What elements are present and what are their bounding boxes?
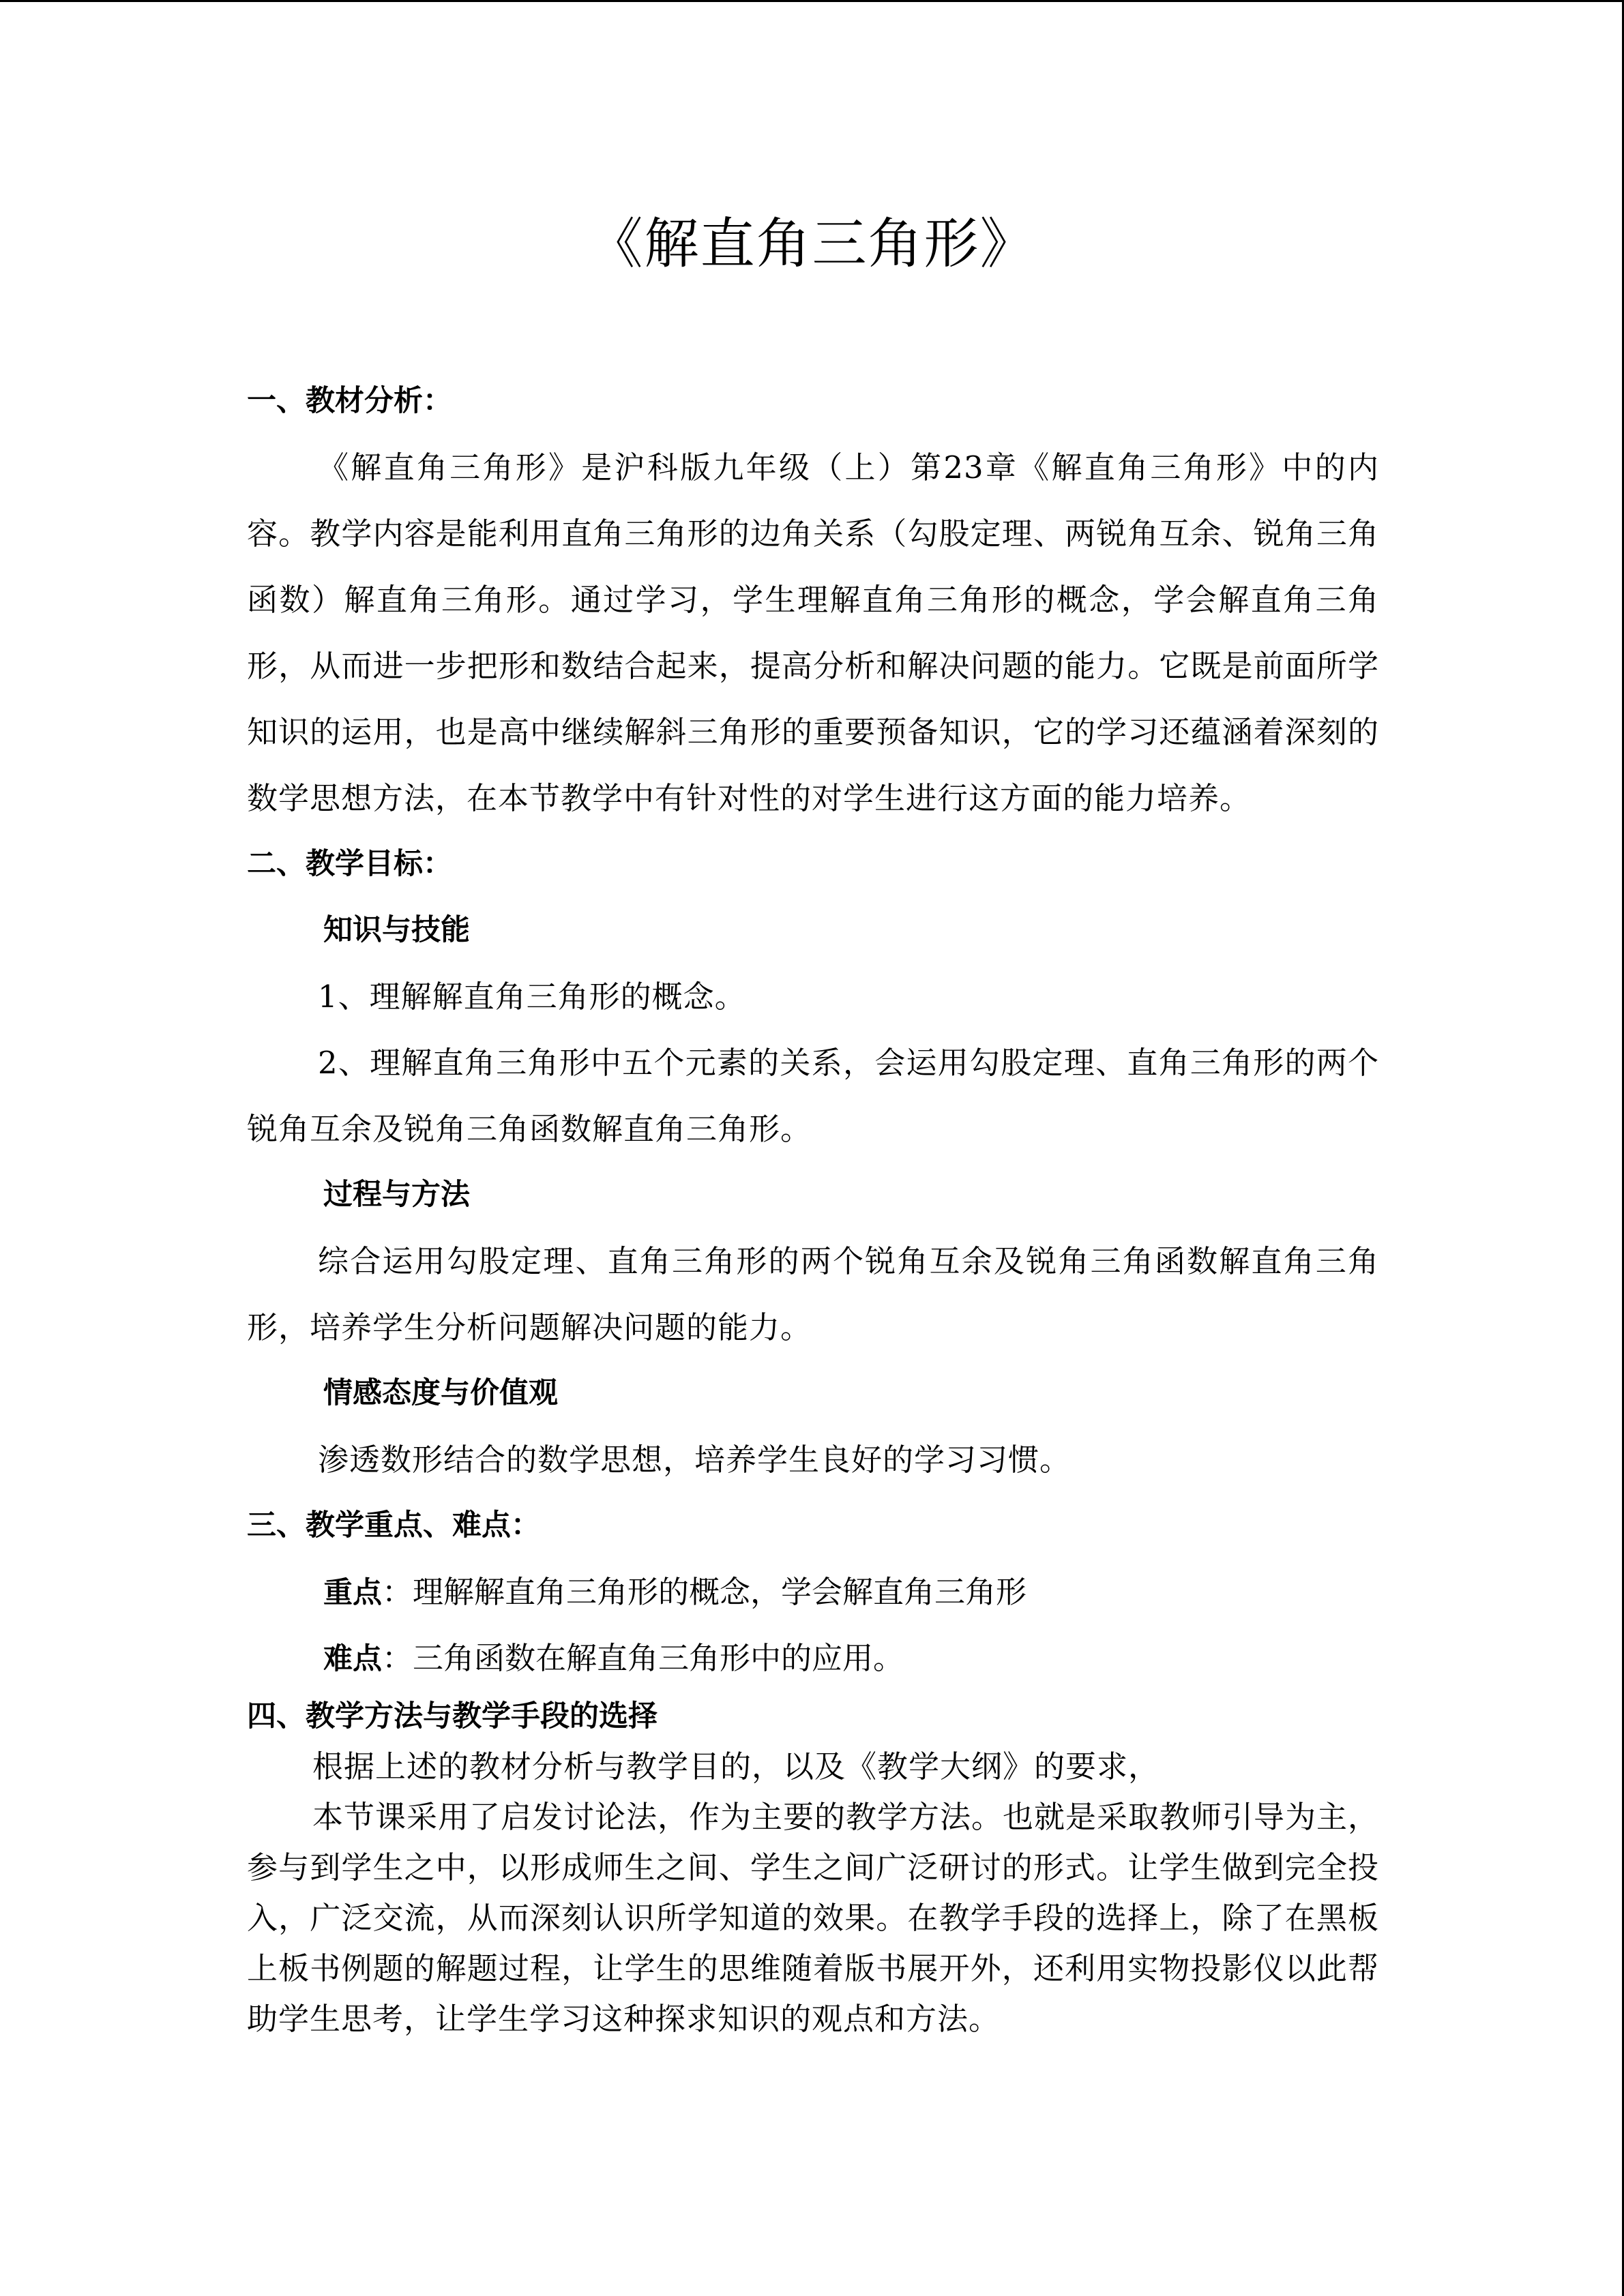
knowledge-item-1: 1、理解解直角三角形的概念。 [318,979,746,1015]
subheading-emotion-values: 情感态度与价值观 [323,1376,558,1410]
key-point-label: 重点 [323,1576,382,1610]
document-body [247,368,1379,2044]
key-point-text: ：理解解直角三角形的概念，学会解直角三角形 [382,1574,1027,1610]
difficulty-label: 难点 [323,1642,382,1676]
document-title: 《解直角三角形》 [588,212,1036,275]
section-heading-teaching-goals: 二、教学目标： [247,847,452,881]
section-heading-key-difficult: 三、教学重点、难点： [247,1508,540,1542]
section-heading-material-analysis: 一、教材分析： [247,384,452,418]
process-method-paragraph: 综合运用勾股定理、直角三角形的两个锐角互余及锐角三角函数解直角三角形，培养学生分析问题解决问题的能力。 [247,1243,1379,1345]
subheading-knowledge-skills: 知识与技能 [323,913,470,947]
emotion-values-paragraph: 渗透数形结合的数学思想，培养学生良好的学习习惯。 [318,1442,1072,1478]
page-top-border [0,0,1624,2]
methods-paragraph-1: 根据上述的教材分析与教学目的，以及《教学大纲》的要求， [312,1748,1160,1785]
difficulty-line [247,1625,1379,1691]
section-heading-methods: 四、教学方法与教学手段的选择 [247,1699,658,1733]
difficulty-text: ：三角函数在解直角三角形中的应用。 [382,1640,904,1676]
key-point-line [247,1559,1379,1625]
methods-paragraph-2: 本节课采用了启发讨论法，作为主要的教学方法。也就是采取教师引导为主，参与到学生之中，以形成师生之间、学生之间广泛研讨的形式。让学生做到完全投入，广泛交流，从而深刻认识所学知道的效果。在教学手段的选择上，除了在黑板上板书例题的解题过程，让学生的思维随着版书展开外，还利用实物投影仪以此帮助学生思考，让学生学习这种探求知识的观点和方法。 [247,1799,1380,2037]
knowledge-item-2: 2、理解直角三角形中五个元素的关系，会运用勾股定理、直角三角形的两个锐角互余及锐角三角函数解直角三角形。 [247,1045,1379,1147]
material-analysis-paragraph: 《解直角三角形》是沪科版九年级（上）第23章《解直角三角形》中的内容。教学内容是能利用直角三角形的边角关系（勾股定理、两锐角互余、锐角三角函数）解直角三角形。通过学习，学生理解直角三角形的概念，学会解直角三角形，从而进一步把形和数结合起来，提高分析和解决问题的能力。它既是前面所学知识的运用，也是高中继续解斜三角形的重要预备知识，它的学习还蕴涵着深刻的数学思想方法，在本节教学中有针对性的对学生进行这方面的能力培养。 [247,449,1379,816]
subheading-process-method: 过程与方法 [323,1178,470,1212]
